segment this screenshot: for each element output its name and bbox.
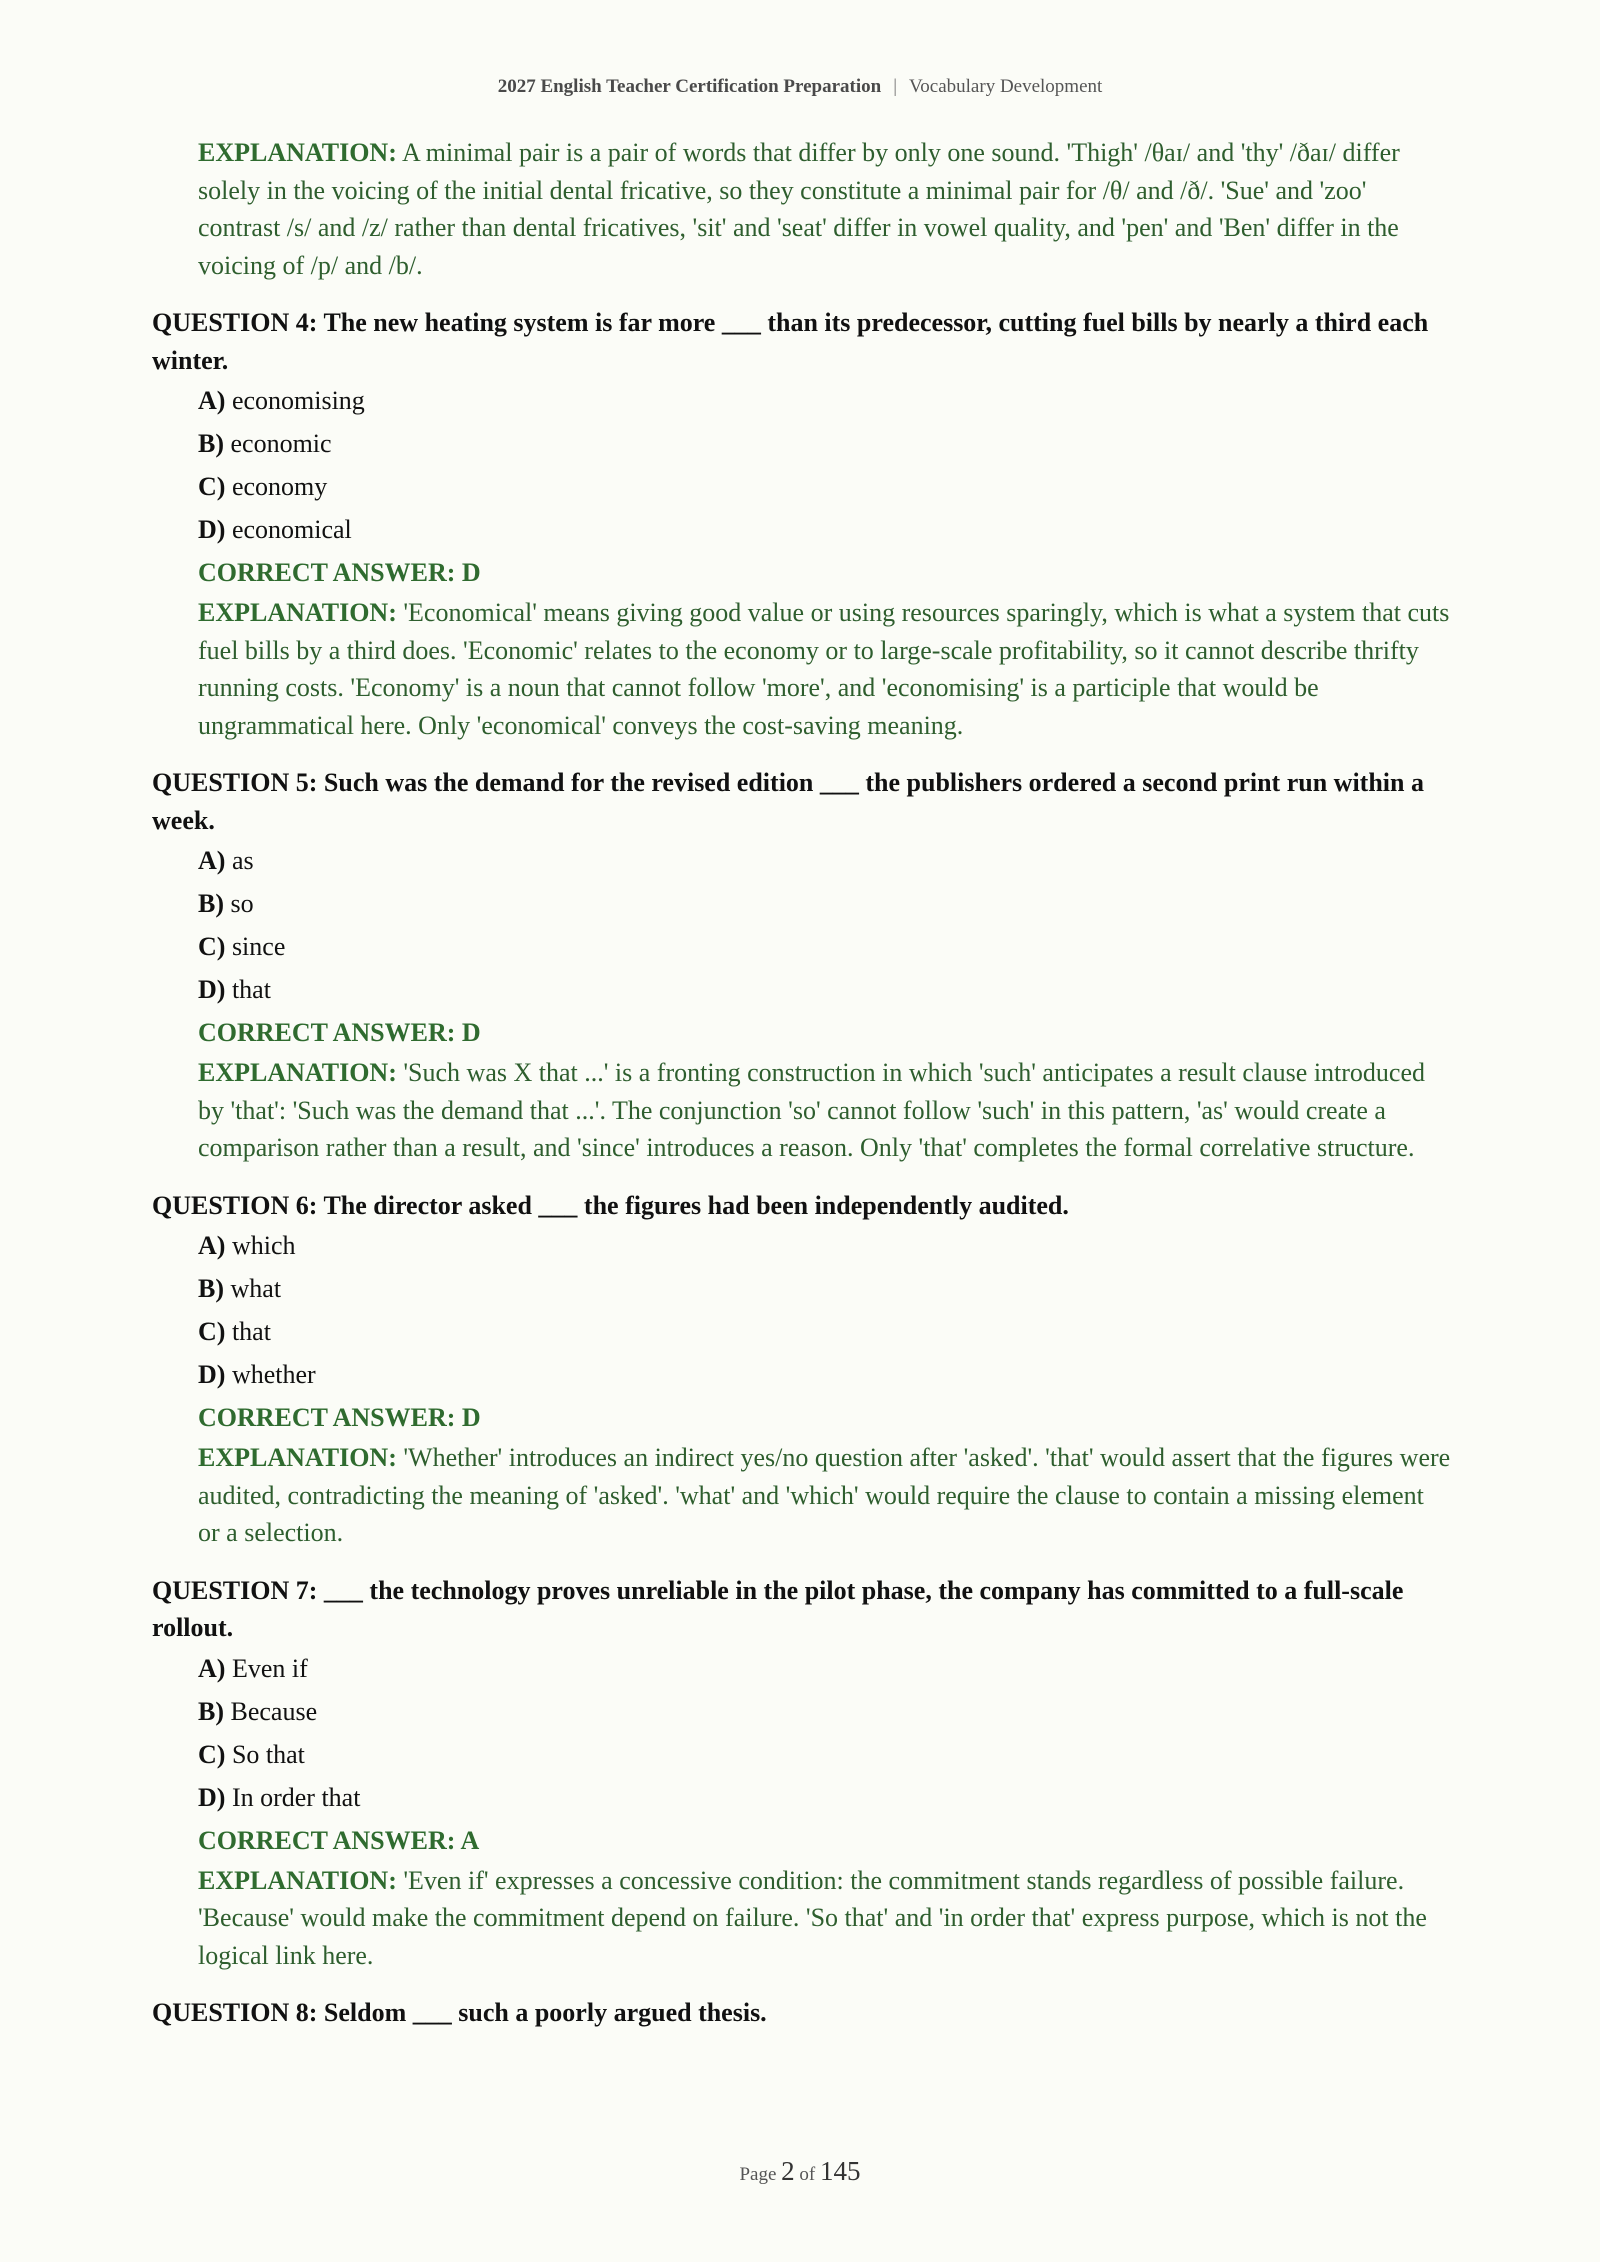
correct-answer	[198, 1396, 1452, 1439]
option-letter: C)	[198, 932, 226, 961]
explanation-text: 'Such was X that ...' is a fronting construction in which 'such' anticipates a result clause introduced by 'that': 'Such was the demand that ...'. The conjunction 'so' cannot follow 'such' in this pattern, 'as' would create a comparison rather than a result, and 'since' introduces a reason. Only 'that' completes the formal correlative structure.	[198, 1058, 1426, 1162]
option-letter: A)	[198, 1231, 226, 1260]
explanation-block	[198, 594, 1452, 744]
explanation-label: EXPLANATION:	[198, 1865, 397, 1895]
header-separator: |	[893, 76, 898, 97]
explanation-text: 'Even if' expresses a concessive condition: the commitment stands regardless of possible failure. 'Because' would make the commitment depend on failure. 'So that' and 'in order that' express purpose, which is not the logical link here.	[198, 1865, 1427, 1970]
option-d	[198, 1776, 1452, 1819]
question-stem: Seldom ___ such a poorly argued thesis.	[323, 1998, 767, 2027]
correct-answer-letter: A	[460, 1825, 480, 1855]
option-text: that	[231, 1317, 271, 1346]
explanation-label: EXPLANATION:	[198, 1443, 397, 1472]
option-d	[198, 1353, 1452, 1396]
option-a	[198, 1647, 1452, 1690]
question-stem: ___ the technology proves unreliable in the pilot phase, the company has committed to a full-scale rollout.	[152, 1575, 1404, 1642]
option-letter: D)	[198, 515, 226, 544]
total-pages: 145	[820, 2156, 861, 2186]
question-number: QUESTION 4:	[152, 308, 318, 337]
option-c	[198, 1310, 1452, 1353]
question-text	[152, 1187, 1452, 1225]
page-header	[0, 76, 1600, 98]
option-letter: A)	[198, 846, 226, 875]
question-stem: Such was the demand for the revised edition ___ the publishers ordered a second print run within a week.	[152, 768, 1424, 835]
option-letter: C)	[198, 1317, 226, 1346]
option-c	[198, 925, 1452, 968]
question-block	[152, 1572, 1452, 1975]
question-stem: The director asked ___ the figures had been independently audited.	[323, 1190, 1069, 1220]
question-number: QUESTION 7:	[152, 1575, 318, 1605]
option-letter: D)	[198, 975, 226, 1004]
question-block	[152, 1187, 1452, 1552]
option-text: which	[231, 1231, 296, 1260]
option-c	[198, 465, 1452, 508]
option-text: In order that	[231, 1782, 361, 1812]
option-b	[198, 1690, 1452, 1733]
question-number: QUESTION 8:	[152, 1998, 318, 2027]
option-letter: B)	[198, 1696, 224, 1726]
page-footer	[0, 2156, 1600, 2187]
question-block	[152, 1994, 1452, 2032]
option-text: as	[231, 846, 254, 875]
correct-answer-letter: D	[461, 1018, 481, 1047]
option-b	[198, 1267, 1452, 1310]
option-letter: B)	[198, 1274, 224, 1303]
option-letter: A)	[198, 1653, 226, 1683]
option-c	[198, 1733, 1452, 1776]
option-letter: C)	[198, 472, 226, 501]
options-list	[198, 839, 1452, 1011]
option-text: economy	[231, 472, 328, 501]
correct-answer-letter: D	[461, 558, 481, 587]
options-list	[198, 1224, 1452, 1396]
question-block	[152, 304, 1452, 744]
option-text: that	[231, 975, 271, 1004]
option-letter: D)	[198, 1782, 226, 1812]
question-stem: The new heating system is far more ___ than its predecessor, cutting fuel bills by nearly a third each winter.	[152, 308, 1429, 375]
option-letter: D)	[198, 1360, 226, 1389]
correct-answer-letter: D	[461, 1403, 481, 1432]
option-b	[198, 882, 1452, 925]
option-letter: B)	[198, 889, 224, 918]
option-text: Because	[230, 1696, 318, 1726]
page-word: Page	[739, 2164, 777, 2185]
question-text	[152, 1572, 1452, 1647]
page-content	[152, 134, 1452, 2032]
options-list	[198, 379, 1452, 551]
explanation-text: 'Whether' introduces an indirect yes/no question after 'asked'. 'that' would assert that the figures were audited, contradicting the meaning of 'asked'. 'what' and 'which' would require the clause to contain a missing element or a selection.	[198, 1443, 1451, 1547]
explanation-label: EXPLANATION:	[198, 598, 397, 627]
option-d	[198, 968, 1452, 1011]
option-text: economical	[231, 515, 352, 544]
question-number: QUESTION 6:	[152, 1190, 318, 1220]
current-page-number: 2	[781, 2156, 795, 2186]
question-text	[152, 304, 1452, 379]
section-name: Vocabulary Development	[909, 76, 1103, 97]
option-text: economic	[230, 429, 332, 458]
option-text: Even if	[231, 1653, 308, 1683]
option-text: since	[231, 932, 286, 961]
correct-answer	[198, 551, 1452, 594]
correct-answer	[198, 1011, 1452, 1054]
option-letter: A)	[198, 386, 226, 415]
explanation-block	[198, 1862, 1452, 1975]
option-a	[198, 839, 1452, 882]
option-d	[198, 508, 1452, 551]
option-text: so	[230, 889, 254, 918]
explanation-text: 'Economical' means giving good value or using resources sparingly, which is what a system that cuts fuel bills by a third does. 'Economic' relates to the economy or to large-scale profitability, so it cannot describe thrifty running costs. 'Economy' is a noun that cannot follow 'more', and 'economising' is a participle that would be ungrammatical here. Only 'economical' conveys the cost-saving meaning.	[198, 598, 1450, 740]
correct-answer-label: CORRECT ANSWER:	[198, 558, 456, 587]
question-text	[152, 764, 1452, 839]
option-b	[198, 422, 1452, 465]
option-letter: C)	[198, 1739, 226, 1769]
correct-answer	[198, 1819, 1452, 1862]
option-text: So that	[231, 1739, 305, 1769]
explanation-block	[198, 134, 1452, 284]
question-number: QUESTION 5:	[152, 768, 318, 797]
explanation-label: EXPLANATION:	[198, 138, 397, 167]
option-letter: B)	[198, 429, 224, 458]
correct-answer-label: CORRECT ANSWER:	[198, 1018, 456, 1047]
question-block	[152, 764, 1452, 1167]
option-a	[198, 1224, 1452, 1267]
option-text: whether	[231, 1360, 316, 1389]
option-a	[198, 379, 1452, 422]
document-title: 2027 English Teacher Certification Preparation	[497, 76, 882, 97]
explanation-label: EXPLANATION:	[198, 1058, 397, 1087]
of-word: of	[799, 2164, 816, 2185]
correct-answer-label: CORRECT ANSWER:	[198, 1825, 456, 1855]
explanation-text: A minimal pair is a pair of words that differ by only one sound. 'Thigh' /θaɪ/ and 'thy' /ðaɪ/ differ solely in the voicing of the initial dental fricative, so they constitute a minimal pair for /θ/ and /ð/. 'Sue' and 'zoo' contrast /s/ and /z/ rather than dental fricatives, 'sit' and 'seat' differ in vowel quality, and 'pen' and 'Ben' differ in the voicing of /p/ and /b/.	[198, 138, 1400, 280]
options-list	[198, 1647, 1452, 1819]
correct-answer-label: CORRECT ANSWER:	[198, 1403, 456, 1432]
question-text	[152, 1994, 1452, 2032]
explanation-block	[198, 1054, 1452, 1167]
option-text: economising	[231, 386, 365, 415]
explanation-block	[198, 1439, 1452, 1552]
option-text: what	[230, 1274, 282, 1303]
